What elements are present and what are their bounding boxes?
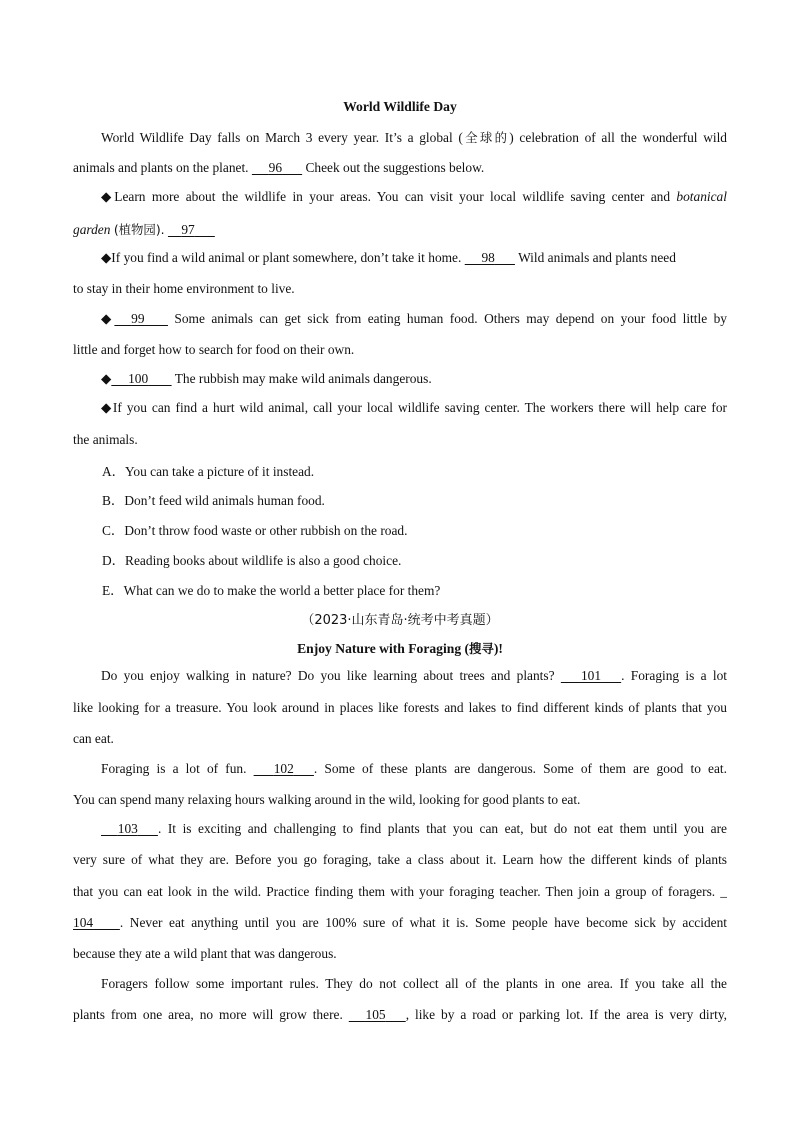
bullet-line: ◆Learn more about the wildlife in your areas. You can visit your local wildlife saving center and botanical xyxy=(101,189,727,204)
bullet-line: garden (植物园). 97 xyxy=(73,220,215,238)
bullet-line: to stay in their home environment to live. xyxy=(73,281,295,296)
bullet-line: ◆If you can find a hurt wild animal, call your local wildlife saving center. The workers there will help care for xyxy=(101,400,727,415)
blank-100[interactable]: 100 xyxy=(128,371,149,386)
option-a: A．You can take a picture of it instead. xyxy=(102,464,315,479)
source-note: （2023·山东青岛·统考中考真题） xyxy=(301,613,499,628)
blank-101[interactable]: 101 xyxy=(580,668,602,683)
option-d: D．Reading books about wildlife is also a good choice. xyxy=(102,553,402,568)
paragraph-line: 103 . It is exciting and challenging to find plants that you can eat, but do not eat them until you are xyxy=(101,821,727,837)
bullet-line: ◆ 99 Some animals can get sick from eating human food. Others may depend on your food little by xyxy=(101,311,727,326)
paragraph-line: that you can eat look in the wild. Practice finding them with your foraging teacher. Then join a group of foragers. _ xyxy=(73,884,727,899)
paragraph-line: 104 . Never eat anything until you are 100% sure of what it is. Some people have become sick by accident xyxy=(73,915,727,930)
blank-98[interactable]: 98 xyxy=(481,250,495,265)
paragraph-line: You can spend many relaxing hours walking around in the wild, looking for good plants to eat. xyxy=(73,792,581,807)
blank-102[interactable]: 102 xyxy=(273,761,294,776)
option-c: C．Don’t throw food waste or other rubbish on the road. xyxy=(102,523,408,538)
paragraph-line: Foragers follow some important rules. They do not collect all of the plants in one area. If you take all the xyxy=(101,976,727,991)
option-b: B．Don’t feed wild animals human food. xyxy=(102,493,325,508)
paragraph-line: can eat. xyxy=(73,731,114,746)
option-e: E．What can we do to make the world a better place for them? xyxy=(102,583,441,598)
bullet-line: ◆If you find a wild animal or plant somewhere, don’t take it home. 98 Wild animals and plants need xyxy=(101,250,676,265)
section-title-world-wildlife-day: World Wildlife Day xyxy=(343,99,457,114)
blank-104[interactable]: 104 xyxy=(73,915,94,930)
paragraph-line: because they ate a wild plant that was dangerous. xyxy=(73,946,337,961)
blank-103[interactable]: 103 xyxy=(117,821,138,836)
paragraph-line: like looking for a treasure. You look around in places like forests and lakes to find different kinds of plants that you xyxy=(73,700,727,715)
section-title-foraging: Enjoy Nature with Foraging (搜寻)! xyxy=(297,641,503,656)
paragraph-line: Foraging is a lot of fun. 102 . Some of these plants are dangerous. Some of them are good to eat. xyxy=(101,761,727,776)
bullet-line: ◆ 100 The rubbish may make wild animals dangerous. xyxy=(101,371,432,386)
blank-96[interactable]: 96 xyxy=(268,160,283,175)
paragraph-line: plants from one area, no more will grow there. 105 , like by a road or parking lot. If the area is very dirty, xyxy=(73,1007,727,1022)
blank-97[interactable]: 97 xyxy=(181,222,195,237)
paragraph-line: World Wildlife Day falls on March 3 every year. It’s a global (全球的) celebration of all the wonderful wild xyxy=(101,130,728,145)
blank-105[interactable]: 105 xyxy=(365,1007,386,1022)
paragraph-line: animals and plants on the planet. 96 Cheek out the suggestions below. xyxy=(73,160,485,175)
paragraph-line: Do you enjoy walking in nature? Do you like learning about trees and plants? 101 . Foraging is a lot xyxy=(101,668,727,683)
blank-99[interactable]: 99 xyxy=(131,311,145,326)
paragraph-line: very sure of what they are. Before you go foraging, take a class about it. Learn how the different kinds of plants xyxy=(73,852,727,867)
bullet-line: little and forget how to search for food on their own. xyxy=(73,342,355,357)
bullet-line: the animals. xyxy=(73,432,138,447)
